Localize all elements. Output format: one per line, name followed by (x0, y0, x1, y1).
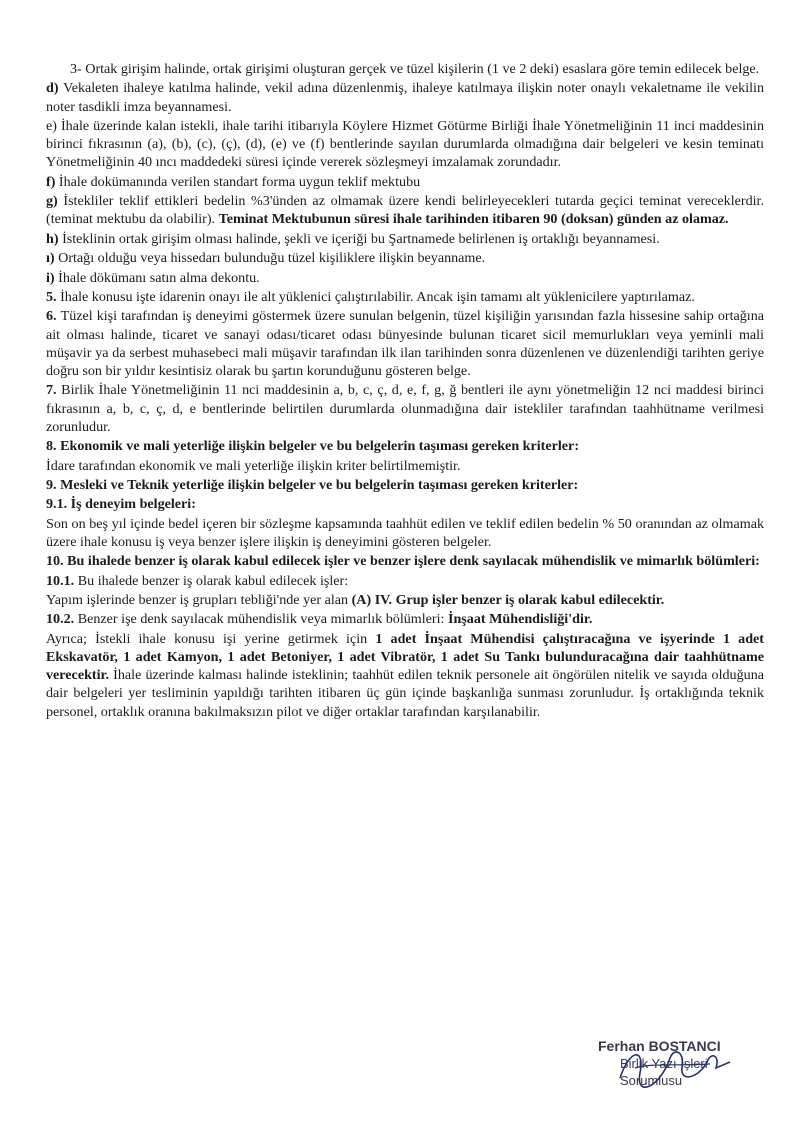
text-run: Ayrıca; İstekli ihale konusu işi yerine getirmek için (46, 630, 376, 647)
paragraph-p10 (46, 307, 764, 380)
bold-text: 9.1. İş deneyim belgeleri: (46, 496, 196, 513)
text-run: İhale dökümanı satın alma dekontu. (58, 269, 260, 286)
text-run: İstekliler teklif ettikleri bedelin %3'ünden az olmamak üzere kendi belirleyecekleri tutarda geçici teminat vereceklerdir. (teminat mektubu da olabilir). (46, 193, 764, 228)
document-body (46, 60, 764, 722)
signatory-name: Ferhan BOSTANCI (598, 1038, 721, 1054)
bold-text: 10.1. (46, 572, 78, 589)
bold-text: d) (46, 80, 64, 97)
text-run: İhale üzerinde kalması halinde isteklinin; taahhüt edilen teknik personele ait öngörülen nitelik ve sayıda olduğuna dair belgeleri yer tesliminin yapıldığı tarihten itibaren üç gün içinde başkanlığa sunması zorunludur. İş ortaklığında teknik personel, ortaklık oranına bakılmaksızın pilot ve diğer ortaklar tarafından karşılanabilir. (46, 667, 764, 720)
text-run: İsteklinin ortak girişim olması halinde, şekli ve içeriği bu Şartnamede belirlenen iş ortaklığı beyannamesi. (62, 230, 660, 247)
paragraph-p6 (46, 230, 764, 248)
paragraph-p15 (46, 495, 764, 513)
bold-text: g) (46, 193, 64, 210)
text-run: Vekaleten ihaleye katılma halinde, vekil adına düzenlenmiş, ihaleye katılmaya ilişkin noter onaylı vekaletname ile vekilin noter tasdikli imza beyannamesi. (46, 80, 764, 115)
bold-text: f) (46, 173, 59, 190)
bold-text: (A) IV. Grup işler benzer iş olarak kabul edilecektir. (351, 592, 665, 609)
text-run: Birlik İhale Yönetmeliğinin 11 nci maddesinin a, b, c, ç, d, e, f, g, ğ bentleri ile aynı yönetmeliğin 12 nci maddesi birinci fıkrasının a, b, c, ç, d, e bentlerinde belirtilen durumlarda olunmadığına dair istekliler tarafından taahhütname verilmesi zorunludur. (46, 382, 764, 435)
signatory-title: Birlik Yazı İşleri (620, 1056, 708, 1071)
bold-text: 9. Mesleki ve Teknik yeterliğe ilişkin belgeler ve bu belgelerin taşıması gereken kriterler: (46, 476, 579, 493)
bold-text: 1 adet İnşaat Mühendisi çalıştıracağına ve işyerinde 1 adet Ekskavatör, 1 adet Kamyon, 1 adet Betoniyer, 1 adet Vibratör, 1 adet Su Tankı bulunduracağına dair taahhütname verecektir. (46, 630, 764, 684)
paragraph-p1: 3- Ortak girişim halinde, ortak girişimi oluşturan gerçek ve tüzel kişilerin (1 ve 2 deki) esaslara göre temin edilecek belge. (70, 61, 760, 77)
bold-text: 10. Bu ihalede benzer iş olarak kabul edilecek işler ve benzer işlere denk sayılacak mühendislik ve mimarlık bölümleri: (46, 553, 760, 570)
paragraph-p18 (46, 572, 764, 590)
paragraph-p19 (46, 591, 764, 609)
signatory-title-2: Sorumlusu (620, 1073, 683, 1088)
bold-text: Teminat Mektubunun süresi ihale tarihinden itibaren 90 (doksan) günden az olamaz. (218, 211, 729, 228)
text-run: Tüzel kişi tarafından iş deneyimi göstermek üzere sunulan belgenin, tüzel kişiliğin yarısından fazla hissesine sahip ortağına ait olması halinde, ticaret ve sanayi odası/ticaret odası bünyesinde bulunan ticaret sicil memurlukları veya yeminli mali müşavir ya da serbest muhasebeci mali müşavir tarafından ilk ilan tarihinden sonra düzenlenen ve düzenlendiği tarihten geriye doğru son bir yıldır kesintisiz olarak bu şartın korunduğunu gösteren belge. (46, 308, 765, 379)
paragraph-p21 (46, 630, 764, 721)
bold-text: 10.2. (46, 611, 78, 628)
bold-text: h) (46, 230, 63, 247)
paragraph-p4 (46, 173, 764, 191)
paragraph-p5 (46, 192, 764, 228)
signature-block (590, 1038, 770, 1098)
paragraph-p20 (46, 610, 764, 628)
paragraph-p14 (46, 476, 764, 494)
paragraph-p7 (46, 249, 764, 267)
bold-text: İnşaat Mühendisliği'dir. (447, 611, 593, 628)
text-run: İhale konusu işte idarenin onayı ile alt yüklenici çalıştırılabilir. Ancak işin tamamı alt yüklenicilere yaptırılamaz. (60, 288, 695, 305)
paragraph-p8 (46, 269, 764, 287)
paragraph-p13: İdare tarafından ekonomik ve mali yeterliğe ilişkin kriter belirtilmemiştir. (46, 457, 461, 474)
text-run: Ortağı olduğu veya hissedarı bulunduğu tüzel kişiliklere ilişkin beyanname. (58, 250, 486, 267)
paragraph-p9 (46, 288, 764, 306)
text-run: Benzer işe denk sayılacak mühendislik veya mimarlık bölümleri: (77, 611, 448, 628)
paragraph-p2 (46, 79, 764, 115)
bold-text: 8. Ekonomik ve mali yeterliğe ilişkin belgeler ve bu belgelerin taşıması gereken kriterler: (46, 438, 580, 455)
paragraph-p12 (46, 437, 764, 455)
text-run: Bu ihalede benzer iş olarak kabul edilecek işler: (77, 572, 349, 589)
text-run: Yapım işlerinde benzer iş grupları tebliği'nde yer alan (46, 592, 352, 609)
paragraph-p16: Son on beş yıl içinde bedel içeren bir sözleşme kapsamında taahhüt edilen ve teklif edilen bedelin % 50 oranından az olmamak üzere ihale konusu iş veya benzer işlere ilişkin iş deneyimini gösteren belgeler. (46, 515, 764, 550)
paragraph-p17 (46, 552, 764, 570)
bold-text: 6. (46, 308, 61, 325)
bold-text: ı) (46, 250, 59, 267)
bold-text: 5. (46, 288, 61, 305)
text-run: İhale dokümanında verilen standart forma uygun teklif mektubu (58, 173, 421, 190)
bold-text: 7. (46, 382, 62, 399)
bold-text: i) (46, 269, 59, 286)
paragraph-p3: e) İhale üzerinde kalan istekli, ihale tarihi itibarıyla Köylere Hizmet Götürme Birliği İhale Yönetmeliğinin 11 inci maddesinin birinci fıkrasının (a), (b), (c), (ç), (d), (e) ve (f) bentlerinde sayılan durumlarda olmadığına dair belgeleri ve kesin teminatı Yönetmeliğinin 40 ıncı maddedeki süresi içinde vererek sözleşmeyi imzalamak zorundadır. (46, 117, 764, 171)
paragraph-p11 (46, 381, 764, 436)
handwritten-signature-icon (590, 1038, 760, 1098)
